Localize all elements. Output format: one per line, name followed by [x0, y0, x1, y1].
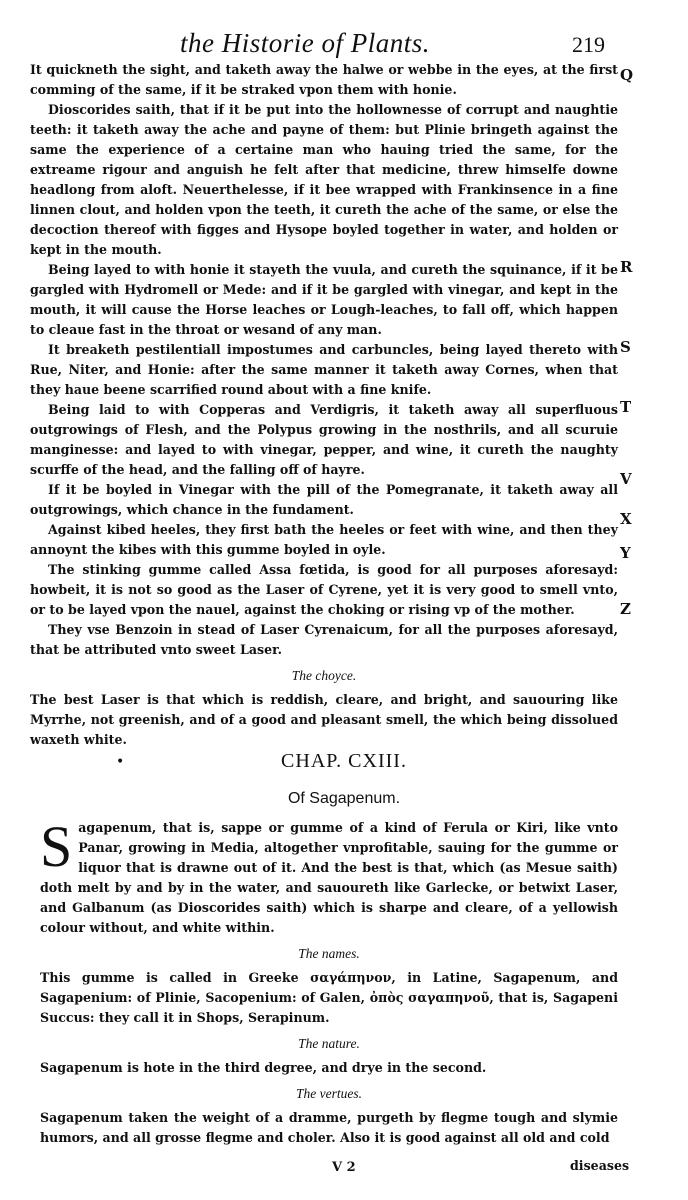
paragraph: Being laid to with Copperas and Verdigris, it taketh away all superfluous outgrowings of Flesh, and the Polypus growing in the nosthrils, and all scuruie manginesse: and layed to with vinegar, pepper, and wine, it cureth the naughty scurffe of the head, and the falling off of hayre. [30, 402, 618, 477]
running-title: the Historie of Plants. [180, 28, 430, 58]
paragraph: They vse Benzoin in stead of Laser Cyrenaicum, for all the purposes aforesayd, that be attributed vnto sweet Laser. [30, 622, 618, 657]
main-text-block [30, 60, 618, 750]
chapter-number: CHAP. CXIII. [281, 750, 407, 772]
catchword: diseases [570, 1158, 630, 1173]
paragraph: It quickneth the sight, and taketh away the halwe or webbe in the eyes, at the first comming of the same, if it be straked vpon them with honie. [30, 62, 618, 97]
paragraph: Being layed to with honie it stayeth the vuula, and cureth the squinance, if it be gargled with Hydromell or Mede: and if it be gargled with vinegar, and kept in the mouth, it will cause the Horse leaches or Lough-leaches, to fall off, which happen to cleaue fast in the throat or wesand of any man. [30, 262, 618, 337]
drop-cap: S [40, 814, 73, 879]
paragraph: The stinking gumme called Assa fœtida, is good for all purposes aforesayd: howbeit, it is not so good as the Laser of Cyrene, yet it is very good to smell vnto, or to be layed vpon the nauel, against the choking or rising vp of the mother. [30, 562, 618, 617]
page-header [0, 22, 688, 62]
names-paragraph: This gumme is called in Greeke σαγάπηνον, in Latine, Sagapenum, and Sagapenium: of Plinie, Sacopenium: of Galen, ὀπὸς σαγαπηνοῦ, that is, Sagapeni Succus: they call it in Shops, Serapinum. [40, 970, 618, 1025]
chapter-title: Of Sagapenum. [287, 790, 401, 807]
marginal-letter-v: V [620, 470, 632, 488]
chapter-body [40, 814, 618, 1148]
choyce-heading: The choyce. [291, 668, 357, 683]
chapter-intro [40, 814, 618, 938]
page-number: 219 [572, 32, 605, 57]
paragraph: It breaketh pestilentiall impostumes and carbuncles, being layed thereto with Rue, Niter, and Honie: after the same manner it taketh away Cornes, when that they haue beene scarrified round about with a fine knife. [30, 342, 618, 397]
paragraph: Dioscorides saith, that if it be put into the hollownesse of corrupt and naughtie teeth: it taketh away the ache and payne of them: but Plinie bringeth against the same the experience of a certaine man who hauing tried the same, for the extreame rigour and anguish he felt after that medicine, threw himselfe downe headlong from aloft. Neuerthelesse, if it bee wrapped with Frankinsence in a fine linnen clout, and holden vpon the teeth, it cureth the ache of the same, or else the decoction thereof with figges and Hysope boyled together in water, and holden or kept in the mouth. [30, 102, 618, 257]
nature-heading: The nature. [298, 1036, 360, 1051]
marginal-letter-t: T [620, 398, 632, 416]
marginal-letter-y: Y [620, 544, 631, 562]
vertues-paragraph: Sagapenum taken the weight of a dramme, purgeth by flegme tough and slymie humors, and all grosse flegme and choler. Also it is good against all old and cold [40, 1110, 618, 1145]
names-heading: The names. [298, 946, 360, 961]
chapter-intro-text: agapenum, that is, sappe or gumme of a kind of Ferula or Kiri, like vnto Panar, growing in Media, altogether vnprofitable, sauing for the gumme or liquor that is drawne out of it. And the best is that, which (as Mesue saith) doth melt by and by in the water, and sauoureth like Garlecke, or betwixt Laser, and Galbanum (as Dioscorides saith) which is sharpe and cleare, of a yellowish colour without, and white within. [40, 820, 618, 935]
vertues-heading: The vertues. [296, 1086, 362, 1101]
ornament-dot: • [116, 754, 125, 770]
marginal-letter-s: S [620, 338, 631, 356]
signature-mark: V 2 [332, 1160, 356, 1175]
paragraph: If it be boyled in Vinegar with the pill of the Pomegranate, it taketh away all outgrowings, which chance in the fundament. [30, 482, 618, 517]
marginal-letter-r: R [620, 258, 633, 276]
paragraph: Against kibed heeles, they first bath the heeles or feet with wine, and then they annoynt the kibes with this gumme boyled in oyle. [30, 522, 618, 557]
marginal-letter-q: Q [620, 66, 634, 84]
marginal-letter-x: X [620, 510, 632, 528]
choyce-paragraph: The best Laser is that which is reddish, cleare, and bright, and sauouring like Myrrhe, not greenish, and of a good and pleasant smell, the which being dissolued waxeth white. [30, 692, 618, 747]
marginal-letter-z: Z [620, 600, 631, 618]
nature-paragraph: Sagapenum is hote in the third degree, and drye in the second. [40, 1060, 487, 1075]
